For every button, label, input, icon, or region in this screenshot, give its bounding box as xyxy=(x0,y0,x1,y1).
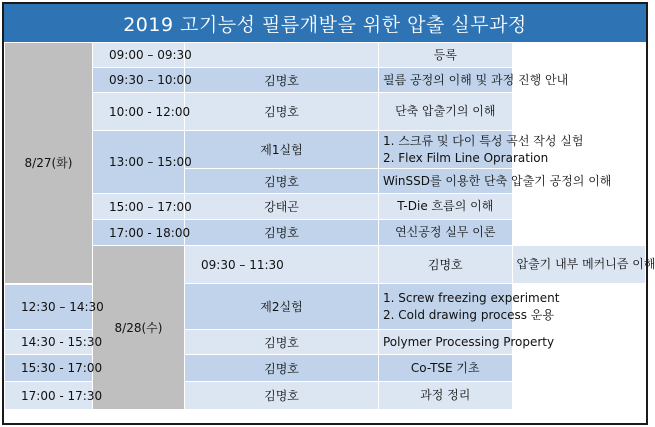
topic-text: 과정 정리 xyxy=(420,388,471,402)
date-cell: 8/27(화) xyxy=(5,43,93,284)
time-cell: 09:30 – 11:30 xyxy=(185,246,379,284)
instructor-cell xyxy=(185,43,379,68)
instructor-cell: 강태곤 xyxy=(185,194,379,220)
table-row xyxy=(5,43,646,68)
topic-lines xyxy=(383,290,559,324)
topic-line: 1. Screw freezing experiment xyxy=(383,290,560,305)
time-cell: 17:00 - 17:30 xyxy=(5,382,93,410)
topic-cell xyxy=(379,330,555,355)
topic-cell xyxy=(379,68,569,93)
table-row xyxy=(5,220,646,246)
topic-text: Polymer Processing Property xyxy=(383,334,555,349)
topic-text: T-Die 흐름의 이해 xyxy=(397,199,494,213)
topic-cell xyxy=(379,93,513,131)
table-row xyxy=(5,246,646,284)
topic-cell xyxy=(379,355,513,382)
time-cell: 15:30 - 17:00 xyxy=(5,355,93,382)
topic-cell xyxy=(379,284,560,330)
topic-cell xyxy=(512,246,655,284)
schedule-table xyxy=(4,42,655,410)
topic-line: 2. Cold drawing process 운용 xyxy=(383,307,554,322)
topic-line: 2. Flex Film Line Opraration xyxy=(383,150,549,165)
topic-lines xyxy=(383,133,583,167)
instructor-cell: 김명호 xyxy=(185,330,379,355)
time-cell: 10:00 - 12:00 xyxy=(93,93,185,131)
instructor-cell: 김명호 xyxy=(185,220,379,246)
topic-cell xyxy=(379,220,513,246)
time-cell: 09:00 – 09:30 xyxy=(93,43,185,68)
topic-text: Co-TSE 기초 xyxy=(410,360,480,375)
instructor-cell: 제1실험 xyxy=(185,131,379,169)
instructor-cell: 김명호 xyxy=(185,355,379,382)
topic-text: 압출기 내부 메커니즘 이해 xyxy=(516,257,655,271)
topic-cell xyxy=(379,169,612,194)
instructor-cell: 김명호 xyxy=(185,93,379,131)
instructor-cell: 김명호 xyxy=(379,246,513,284)
table-row xyxy=(5,131,646,169)
instructor-cell: 김명호 xyxy=(185,169,379,194)
time-cell: 13:00 – 15:00 xyxy=(93,131,185,194)
topic-cell xyxy=(379,43,513,68)
time-cell: 17:00 - 18:00 xyxy=(93,220,185,246)
table-row xyxy=(5,194,646,220)
instructor-cell: 김명호 xyxy=(185,68,379,93)
topic-cell xyxy=(379,131,584,169)
topic-cell xyxy=(379,194,513,220)
time-cell: 12:30 – 14:30 xyxy=(5,284,93,330)
topic-text: WinSSD를 이용한 단축 압출기 공정의 이해 xyxy=(383,173,612,188)
page-title: 2019 고기능성 필름개발을 위한 압출 실무과정 xyxy=(4,4,646,42)
time-cell: 14:30 - 15:30 xyxy=(5,330,93,355)
topic-text: 단축 압출기의 이해 xyxy=(395,104,496,118)
time-cell: 15:00 – 17:00 xyxy=(93,194,185,220)
table-row xyxy=(5,93,646,131)
topic-line: 1. 스크류 및 다이 특성 곡선 작성 실험 xyxy=(383,133,584,148)
schedule-frame xyxy=(2,2,655,425)
time-cell: 09:30 – 10:00 xyxy=(93,68,185,93)
instructor-cell: 제2실험 xyxy=(185,284,379,330)
date-cell: 8/28(수) xyxy=(93,246,185,410)
topic-text: 필름 공정의 이해 및 과정 진행 안내 xyxy=(383,72,569,87)
topic-text: 연신공정 실무 이론 xyxy=(395,225,496,239)
topic-text: 등록 xyxy=(433,47,457,62)
instructor-cell: 김명호 xyxy=(185,382,379,410)
table-row xyxy=(5,68,646,93)
topic-cell xyxy=(379,382,513,410)
